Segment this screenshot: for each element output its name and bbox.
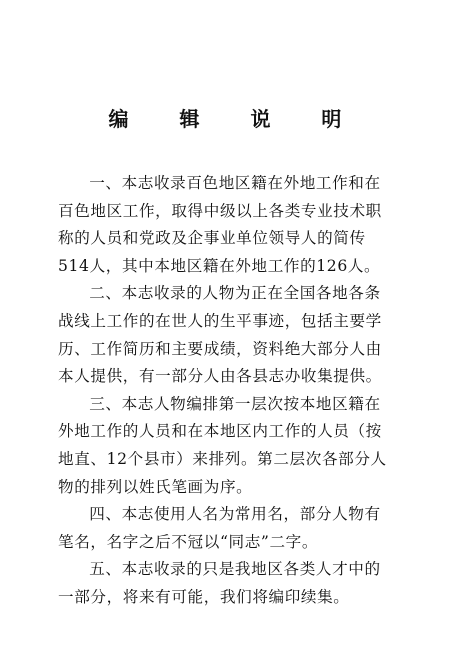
paragraph-line: 外地工作的人员和在本地区内工作的人员（按 xyxy=(58,422,382,441)
paragraph-line: 一、本志收录百色地区籍在外地工作和在 xyxy=(89,174,381,192)
paragraph-line: 百色地区工作，取得中级以上各类专业技术职 xyxy=(58,201,382,220)
body-text xyxy=(58,170,398,612)
paragraph-line: 称的人员和党政及企事业单位领导人的简传 xyxy=(58,229,366,248)
paragraph-line: 一部分，将来有可能，我们将编印续集。 xyxy=(58,587,350,606)
page-title: 编 辑 说 明 xyxy=(108,107,364,131)
paragraph-4 xyxy=(58,501,398,556)
paragraph-line: 五、本志收录的只是我地区各类人才中的 xyxy=(89,560,381,579)
paragraph-3 xyxy=(58,391,398,501)
paragraph-line: 笔名，名字之后不冠以“同志”二字。 xyxy=(58,532,319,551)
paragraph-line: 四、本志使用人名为常用名，部分人物有 xyxy=(89,505,381,524)
paragraph-line: 物的排列以姓氏笔画为序。 xyxy=(58,477,253,496)
paragraph-1 xyxy=(58,170,398,280)
paragraph-line: 地直、12个县市）来排列。第二层次各部分人 xyxy=(58,449,387,468)
paragraph-line: 514人，其中本地区籍在外地工作的126人。 xyxy=(58,256,381,275)
paragraph-line: 二、本志收录的人物为正在全国各地各条 xyxy=(89,284,381,303)
paragraph-5 xyxy=(58,556,398,611)
paragraph-line: 历、工作简历和主要成绩，资料绝大部分人由 xyxy=(58,339,382,358)
paragraph-line: 战线上工作的在世人的生平事迹，包括主要学 xyxy=(58,311,382,330)
paragraph-line: 本人提供，有一部分人由各县志办收集提供。 xyxy=(58,367,382,386)
paragraph-line: 三、本志人物编排第一层次按本地区籍在 xyxy=(89,394,381,413)
paragraph-2 xyxy=(58,280,398,390)
